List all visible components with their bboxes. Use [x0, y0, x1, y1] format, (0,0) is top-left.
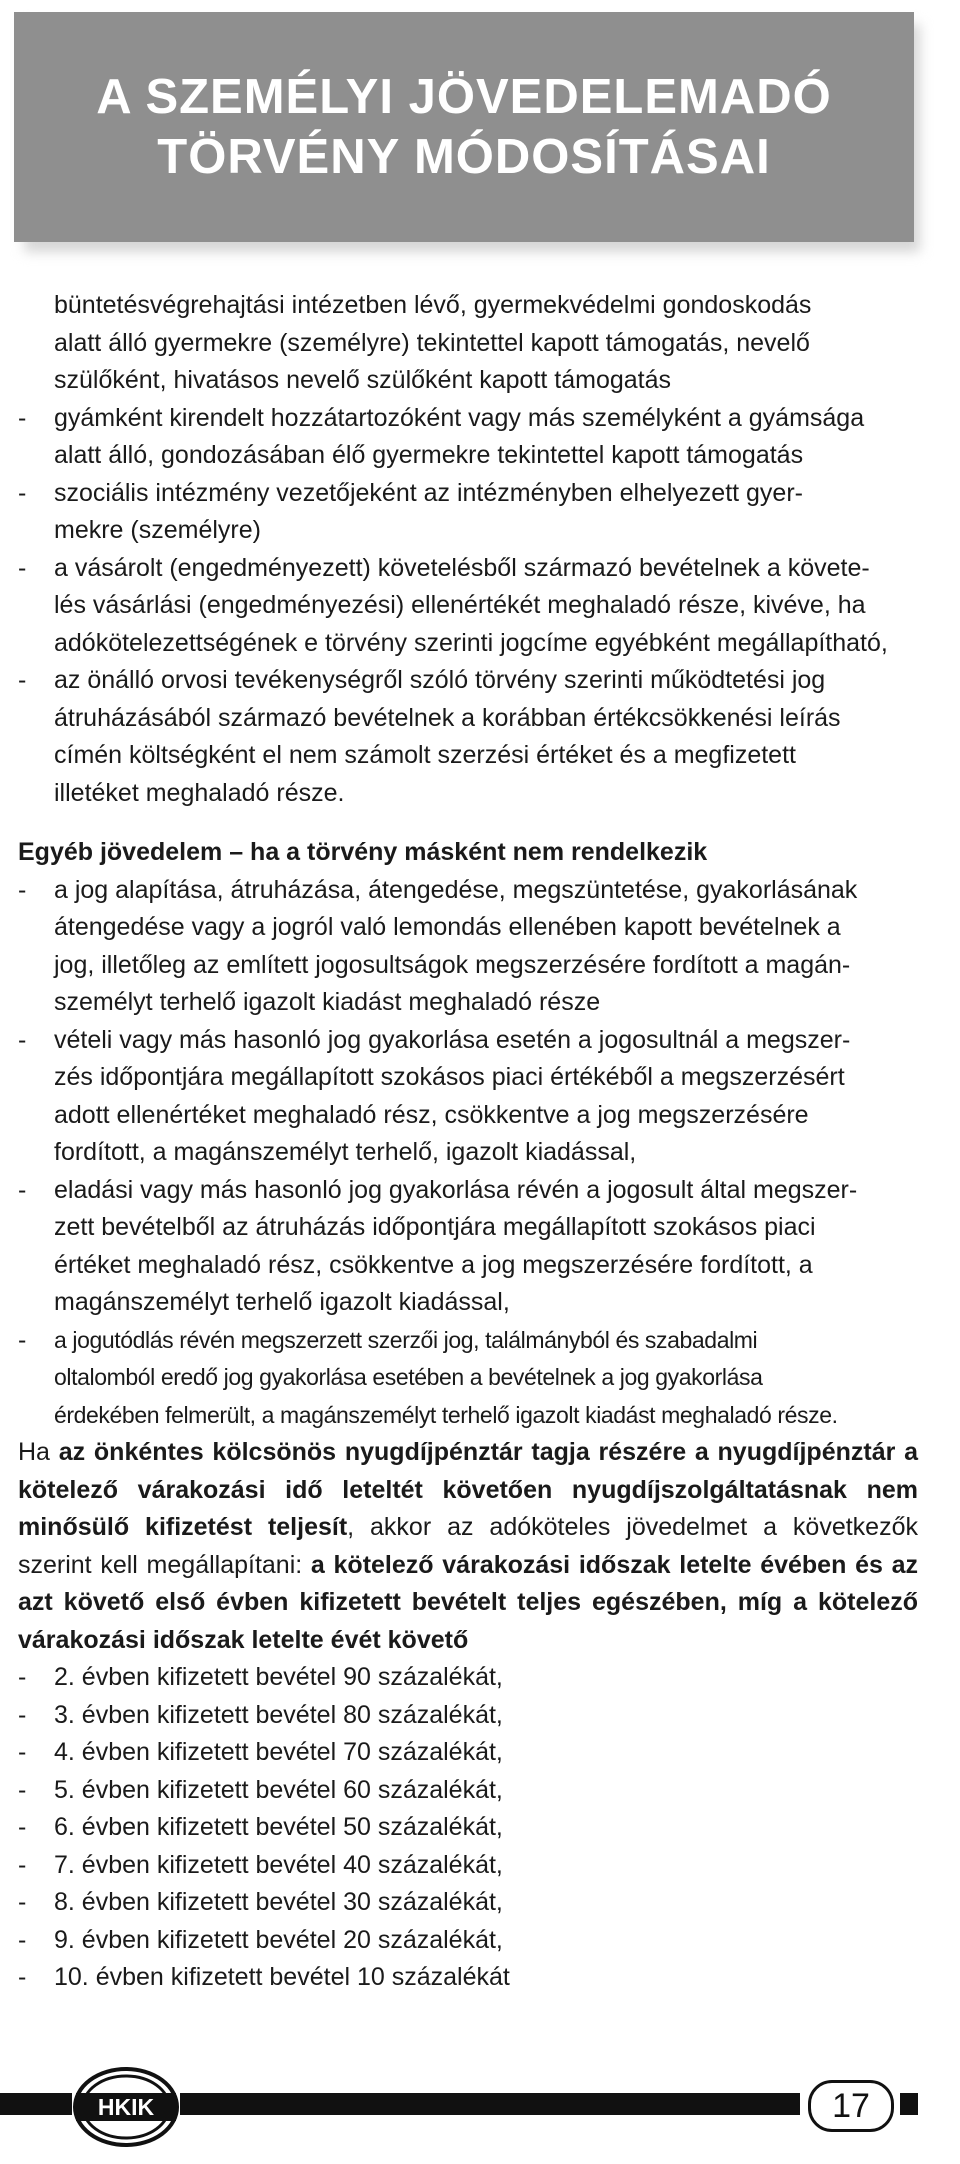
intro-line: büntetésvégrehajtási intézetben lévő, gyermekvédelmi gondoskodás	[54, 291, 812, 319]
list-item-line: 6. évben kifizetett bevétel 50 százalékát,	[54, 1813, 503, 1841]
list-item-line: címén költségként el nem számolt szerzési értéket és a megfizetett	[54, 741, 796, 769]
list-item	[18, 1022, 918, 1172]
footer-bar	[0, 2093, 72, 2115]
footer-bar	[900, 2093, 918, 2115]
list-item-line: illetéket meghaladó része.	[54, 778, 345, 807]
list-dash: -	[18, 1888, 27, 1916]
list-item-line: oltalomból eredő jog gyakorlása esetében a bevételnek a jog gyakorlása	[54, 1364, 763, 1390]
section-heading: Egyéb jövedelem – ha a törvény másként nem rendelkezik	[18, 838, 708, 866]
list-item	[18, 1922, 918, 1960]
list-item	[18, 1884, 918, 1922]
list-item-line: 5. évben kifizetett bevétel 60 százalékát,	[54, 1775, 503, 1804]
list-dash: -	[18, 1850, 27, 1879]
list-dash: -	[18, 1813, 27, 1841]
list-dash: -	[18, 478, 27, 507]
list-item	[18, 1697, 918, 1735]
section-gap	[18, 812, 918, 834]
logo-text: HKIK	[97, 2094, 155, 2120]
list-dash: -	[18, 553, 27, 582]
header-title-line-2: TÖRVÉNY MÓDOSÍTÁSAI	[157, 130, 771, 184]
list-item	[18, 662, 918, 812]
header-title-line-1: A SZEMÉLYI JÖVEDELEMADÓ	[96, 70, 832, 124]
list-item-line: értéket meghaladó rész, csökkentve a jog megszerzésére fordított, a	[54, 1250, 813, 1279]
list-dash: -	[18, 403, 27, 432]
list-item-line: 4. évben kifizetett bevétel 70 százalékát,	[54, 1738, 503, 1766]
list-item-line: érdekében felmerült, a magánszemélyt terhelő igazolt kiadást meghaladó része.	[54, 1401, 838, 1428]
list-item	[18, 400, 918, 475]
list-dash: -	[18, 1738, 27, 1766]
list-dash: -	[18, 1663, 27, 1691]
page-header	[14, 12, 914, 242]
list-item-line: vételi vagy más hasonló jog gyakorlása esetén a jogosultnál a megszer-	[54, 1025, 851, 1054]
list-item	[18, 1959, 918, 1997]
list-item-line: 9. évben kifizetett bevétel 20 százalékát,	[54, 1925, 503, 1954]
list-item-line: a jog alapítása, átruházása, átengedése, megszüntetése, gyakorlásának	[54, 875, 858, 904]
list-item-line: mekre (személyre)	[54, 516, 261, 544]
list-item-line: szociális intézmény vezetőjeként az intézményben elhelyezett gyer-	[54, 478, 803, 507]
list-item	[18, 1322, 918, 1435]
list-item-line: a vásárolt (engedményezett) követelésből származó bevételnek a követe-	[54, 553, 870, 582]
list-item-line: eladási vagy más hasonló jog gyakorlása révén a jogosult által megszer-	[54, 1175, 858, 1204]
list-item-line: személyt terhelő igazolt kiadást meghaladó része	[54, 988, 601, 1016]
hkik-logo	[72, 2066, 180, 2148]
list-item	[18, 1772, 918, 1810]
section-3	[18, 1434, 918, 1997]
list-item	[18, 1847, 918, 1885]
paragraph-text: Ha	[18, 1438, 59, 1466]
list-dash: -	[18, 1175, 27, 1204]
section-2	[18, 834, 918, 1434]
paragraph-text: , akkor az adóköteles jövedelmet a következők szerint kell megállapítani:	[18, 1513, 918, 1579]
list-item	[18, 1172, 918, 1322]
list-dash: -	[18, 1325, 26, 1354]
list-item-line: 2. évben kifizetett bevétel 90 százalékát,	[54, 1663, 503, 1691]
list-item-line: fordított, a magánszemélyt terhelő, igazolt kiadással,	[54, 1138, 637, 1166]
intro-line: szülőként, hivatásos nevelő szülőként kapott támogatás	[54, 366, 672, 394]
paragraph-bold-text: a kötelező várakozási időszak letelte évében és az azt követő első évben kifizetett bevételt teljes egészében, míg a kötelező várakozási időszak letelte évét követő	[18, 1550, 918, 1654]
main-content	[18, 287, 918, 1997]
list-item-line: gyámként kirendelt hozzátartozóként vagy más személyként a gyámsága	[54, 403, 865, 432]
list-item-line: 7. évben kifizetett bevétel 40 százalékát,	[54, 1850, 503, 1879]
list-item-line: zett bevételből az átruházás időpontjára megállapított szokásos piaci	[54, 1213, 816, 1241]
footer-bar	[180, 2093, 800, 2115]
list-item	[18, 1734, 918, 1772]
list-item-line: adókötelezettségének e törvény szerinti jogcíme egyébként megállapítható,	[54, 628, 888, 657]
section-1	[18, 287, 918, 812]
pension-paragraph	[18, 1434, 918, 1659]
list-dash: -	[18, 1025, 27, 1054]
list-item-line: magánszemélyt terhelő igazolt kiadással,	[54, 1288, 510, 1316]
list-item-line: átengedése vagy a jogról való lemondás ellenében kapott bevételnek a	[54, 913, 841, 941]
list-item	[18, 872, 918, 1022]
list-item-line: a jogutódlás révén megszerzett szerzői jog, találmányból és szabadalmi	[54, 1326, 758, 1353]
list-dash: -	[18, 1963, 27, 1991]
list-item	[18, 1809, 918, 1847]
list-item-line: 8. évben kifizetett bevétel 30 százalékát,	[54, 1888, 503, 1916]
list-item-line: az önálló orvosi tevékenységről szóló törvény szerinti működtetési jog	[54, 666, 826, 694]
list-item	[18, 475, 918, 550]
list-item-line: adott ellenértéket meghaladó rész, csökkentve a jog megszerzésére	[54, 1100, 809, 1129]
list-item-line: jog, illetőleg az említett jogosultságok megszerzésére fordított a magán-	[54, 950, 851, 979]
list-dash: -	[18, 1700, 27, 1729]
list-item-line: átruházásából származó bevételnek a korábban értékcsökkenési leírás	[54, 703, 841, 732]
list-item-line: 10. évben kifizetett bevétel 10 százalékát	[54, 1963, 510, 1991]
list-dash: -	[18, 1925, 27, 1954]
list-dash: -	[18, 875, 27, 904]
list-item-line: zés időpontjára megállapított szokásos piaci értékéből a megszerzésért	[54, 1063, 845, 1091]
list-item-line: alatt álló, gondozásában élő gyermekre tekintettel kapott támogatás	[54, 441, 804, 469]
list-dash: -	[18, 1775, 27, 1804]
page-number: 17	[808, 2080, 894, 2132]
list-item-line: lés vásárlási (engedményezési) ellenértékét meghaladó része, kivéve, ha	[54, 591, 866, 619]
intro-line: alatt álló gyermekre (személyre) tekintettel kapott támogatás, nevelő	[54, 328, 810, 357]
list-item	[18, 550, 918, 663]
list-item-line: 3. évben kifizetett bevétel 80 százalékát,	[54, 1700, 503, 1729]
list-item	[18, 1659, 918, 1697]
list-dash: -	[18, 666, 27, 694]
paragraph-bold-text: az önkéntes kölcsönös nyugdíjpénztár tagja részére a nyugdíjpénztár a kötelező várakozási idő leteltét követően nyugdíjszolgáltatásnak nem minősülő kifizetést teljesít	[18, 1438, 918, 1541]
